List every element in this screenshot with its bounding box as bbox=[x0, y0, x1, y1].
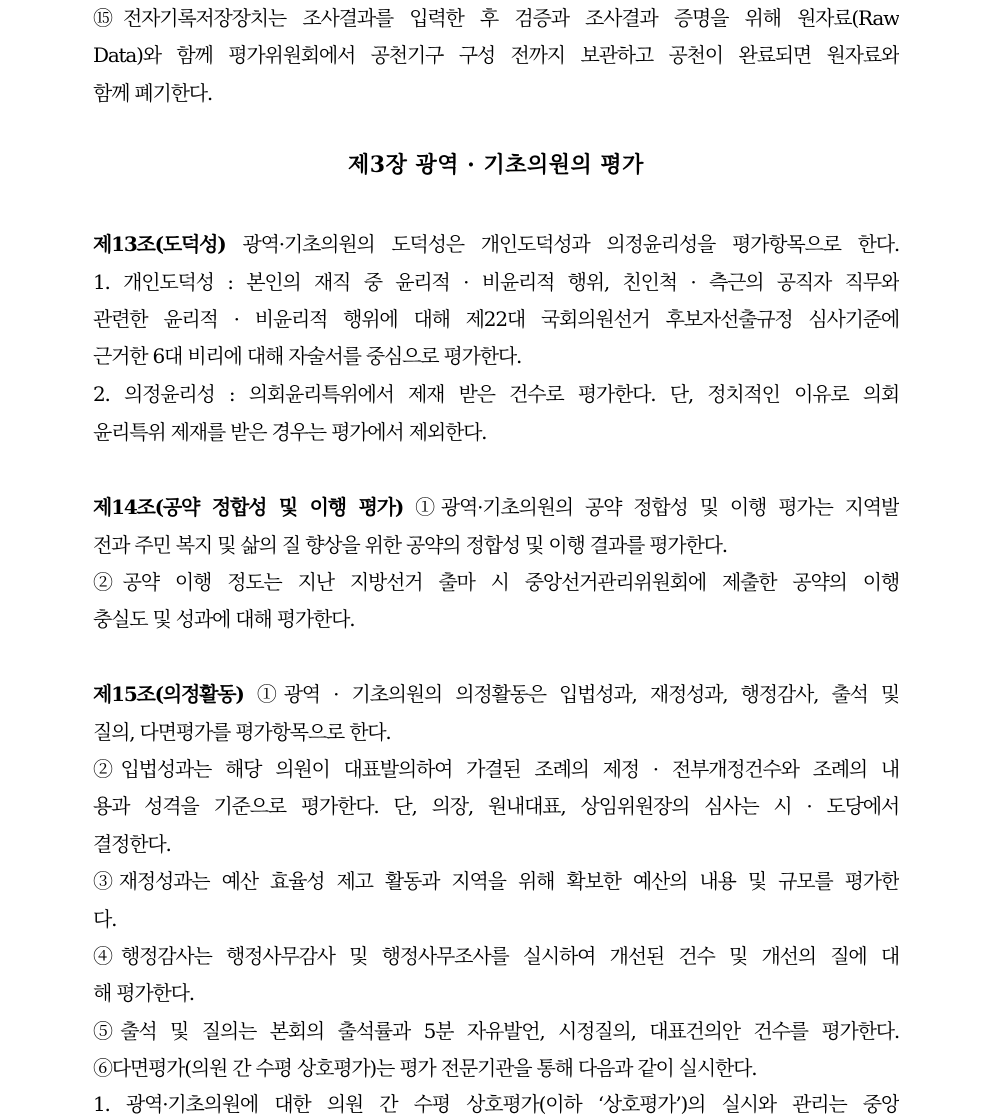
article15-line-11: ⑥다면평가(의원 간 수평 상호평가)는 평가 전문기관을 통해 다음과 같이 실시한다. bbox=[93, 1056, 757, 1080]
article14-line-2: 전과 주민 복지 및 삶의 질 향상을 위한 공약의 정합성 및 이행 결과를 평가한다. bbox=[93, 533, 727, 557]
chapter-heading: 제3장 광역 · 기초의원의 평가 bbox=[348, 152, 644, 178]
article14-line-1-text: ①광역·기초의원의 공약 정합성 및 이행 평가는 지역발 bbox=[403, 495, 899, 519]
article14-line-4: 충실도 및 성과에 대해 평가한다. bbox=[93, 607, 355, 631]
article15-title: 제15조(의정활동) bbox=[93, 682, 244, 706]
article14-title: 제14조(공약 정합성 및 이행 평가) bbox=[93, 495, 404, 519]
article15-line-12: 1. 광역·기초의원에 대한 의원 간 수평 상호평가(이하 ‘상호평가’)의 실시와 관리는 중앙 bbox=[93, 1092, 899, 1116]
article13-line-6: 윤리특위 제재를 받은 경우는 평가에서 제외한다. bbox=[93, 420, 487, 444]
article13-line-4: 근거한 6대 비리에 대해 자술서를 중심으로 평가한다. bbox=[93, 344, 522, 368]
article15-line-6: ③재정성과는 예산 효율성 제고 활동과 지역을 위해 확보한 예산의 내용 및 규모를 평가한 bbox=[93, 869, 899, 893]
article15-line-3: ②입법성과는 해당 의원이 대표발의하여 가결된 조례의 제정 · 전부개정건수와 조례의 내 bbox=[93, 757, 899, 781]
article15-line-7: 다. bbox=[93, 907, 117, 931]
intro-line-1: ⑮전자기록저장장치는 조사결과를 입력한 후 검증과 조사결과 증명을 위해 원자료(Raw bbox=[93, 6, 899, 30]
article15-line-2: 질의, 다면평가를 평가항목으로 한다. bbox=[93, 720, 391, 744]
article13-line-5: 2. 의정윤리성 : 의회윤리특위에서 제재 받은 건수로 평가한다. 단, 정치적인 이유로 의회 bbox=[93, 382, 899, 406]
article13-title: 제13조(도덕성) bbox=[93, 232, 226, 256]
article13-line-1 bbox=[93, 230, 899, 258]
article15-line-8: ④행정감사는 행정사무감사 및 행정사무조사를 실시하여 개선된 건수 및 개선의 질에 대 bbox=[93, 944, 899, 968]
article14-line-1 bbox=[93, 493, 899, 521]
article15-line-9: 해 평가한다. bbox=[93, 981, 194, 1005]
intro-line-3: 함께 폐기한다. bbox=[93, 81, 213, 105]
intro-line-2: Data)와 함께 평가위원회에서 공천기구 구성 전까지 보관하고 공천이 완료되면 원자료와 bbox=[93, 43, 899, 67]
article15-line-4: 용과 성격을 기준으로 평가한다. 단, 의장, 원내대표, 상임위원장의 심사는 시 · 도당에서 bbox=[93, 794, 899, 818]
article15-line-1-text: ①광역 · 기초의원의 의정활동은 입법성과, 재정성과, 행정감사, 출석 및 bbox=[243, 682, 899, 706]
article14-line-3: ②공약 이행 정도는 지난 지방선거 출마 시 중앙선거관리위원회에 제출한 공약의 이행 bbox=[93, 570, 899, 594]
article13-line-2: 1. 개인도덕성 : 본인의 재직 중 윤리적 · 비윤리적 행위, 친인척 · 측근의 공직자 직무와 bbox=[93, 270, 899, 294]
article15-line-1 bbox=[93, 680, 899, 708]
article13-line-1-text: 광역·기초의원의 도덕성은 개인도덕성과 의정윤리성을 평가항목으로 한다. bbox=[225, 232, 899, 256]
article13-line-3: 관련한 윤리적 · 비윤리적 행위에 대해 제22대 국회의원선거 후보자선출규정 심사기준에 bbox=[93, 307, 899, 331]
article15-line-10: ⑤출석 및 질의는 본회의 출석률과 5분 자유발언, 시정질의, 대표건의안 건수를 평가한다. bbox=[93, 1019, 899, 1043]
article15-line-5: 결정한다. bbox=[93, 832, 171, 856]
